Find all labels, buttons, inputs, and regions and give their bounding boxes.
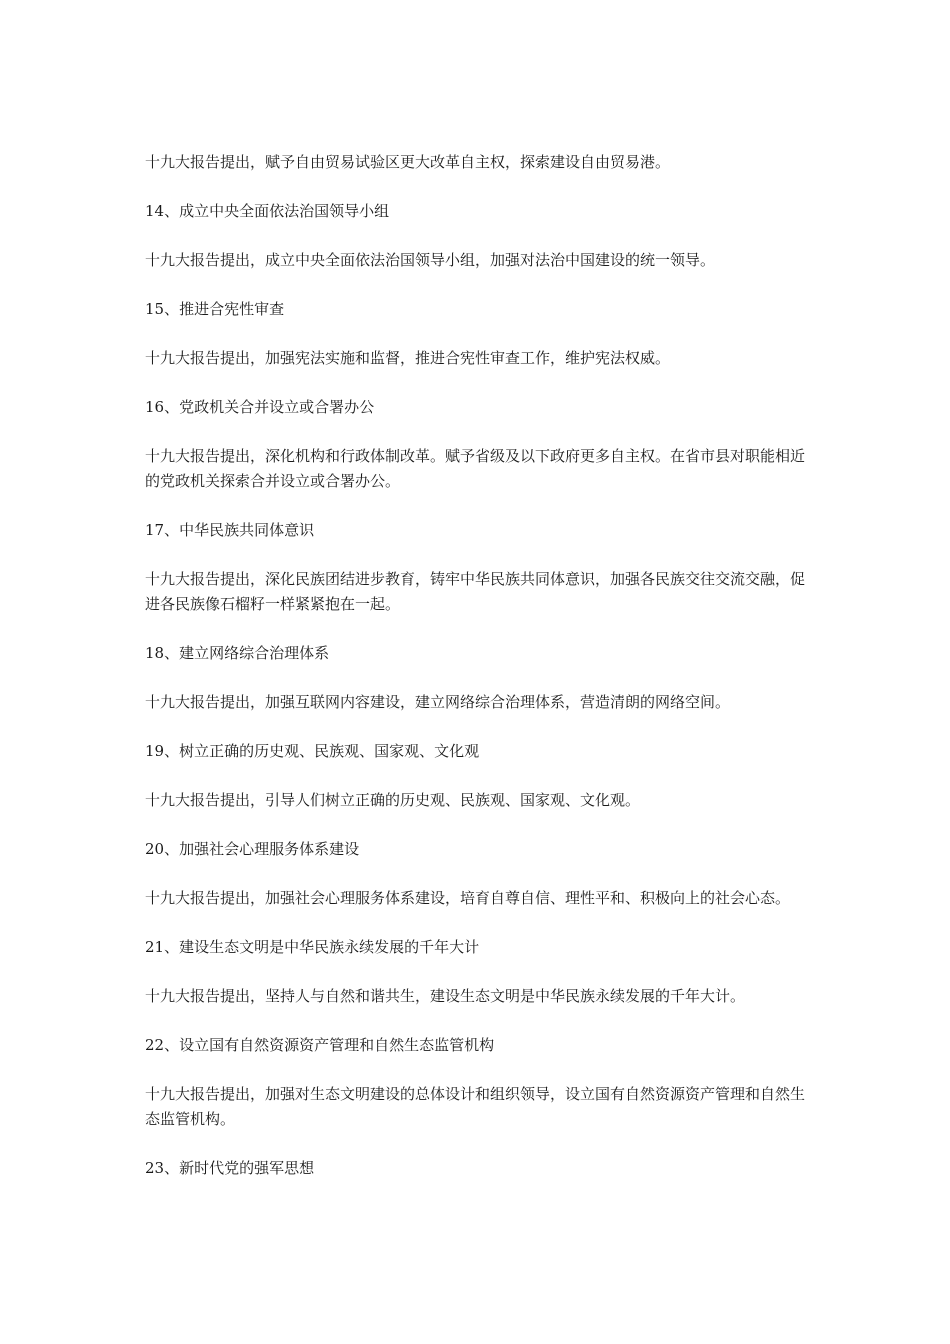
body-paragraph: 十九大报告提出，加强互联网内容建设，建立网络综合治理体系，营造清朗的网络空间。: [145, 693, 731, 711]
body-paragraph: 十九大报告提出，加强社会心理服务体系建设，培育自尊自信、理性平和、积极向上的社会心态。: [145, 889, 791, 907]
section-heading: 19、树立正确的历史观、民族观、国家观、文化观: [145, 742, 480, 760]
section-heading: 23、新时代党的强军思想: [145, 1159, 315, 1177]
body-paragraph: 十九大报告提出，坚持人与自然和谐共生，建设生态文明是中华民族永续发展的千年大计。: [145, 987, 746, 1005]
body-paragraph: 十九大报告提出，加强对生态文明建设的总体设计和组织领导，设立国有自然资源资产管理和自然生态监管机构。: [145, 1085, 806, 1128]
document-page: [145, 150, 810, 1205]
section-heading: 18、建立网络综合治理体系: [145, 644, 330, 662]
section-heading: 16、党政机关合并设立或合署办公: [145, 398, 375, 416]
section-heading: 20、加强社会心理服务体系建设: [145, 840, 360, 858]
section-heading: 17、中华民族共同体意识: [145, 521, 315, 539]
section-heading: 14、成立中央全面依法治国领导小组: [145, 202, 390, 220]
section-heading: 21、建设生态文明是中华民族永续发展的千年大计: [145, 938, 480, 956]
body-paragraph: 十九大报告提出，加强宪法实施和监督，推进合宪性审查工作，维护宪法权威。: [145, 349, 671, 367]
body-paragraph: 十九大报告提出，深化民族团结进步教育，铸牢中华民族共同体意识，加强各民族交往交流交融，促进各民族像石榴籽一样紧紧抱在一起。: [145, 570, 806, 613]
section-heading: 22、设立国有自然资源资产管理和自然生态监管机构: [145, 1036, 495, 1054]
body-paragraph: 十九大报告提出，引导人们树立正确的历史观、民族观、国家观、文化观。: [145, 791, 641, 809]
body-paragraph: 十九大报告提出，赋予自由贸易试验区更大改革自主权，探索建设自由贸易港。: [145, 153, 671, 171]
section-heading: 15、推进合宪性审查: [145, 300, 285, 318]
body-paragraph: 十九大报告提出，成立中央全面依法治国领导小组，加强对法治中国建设的统一领导。: [145, 251, 716, 269]
body-paragraph: 十九大报告提出，深化机构和行政体制改革。赋予省级及以下政府更多自主权。在省市县对职能相近的党政机关探索合并设立或合署办公。: [145, 447, 806, 490]
